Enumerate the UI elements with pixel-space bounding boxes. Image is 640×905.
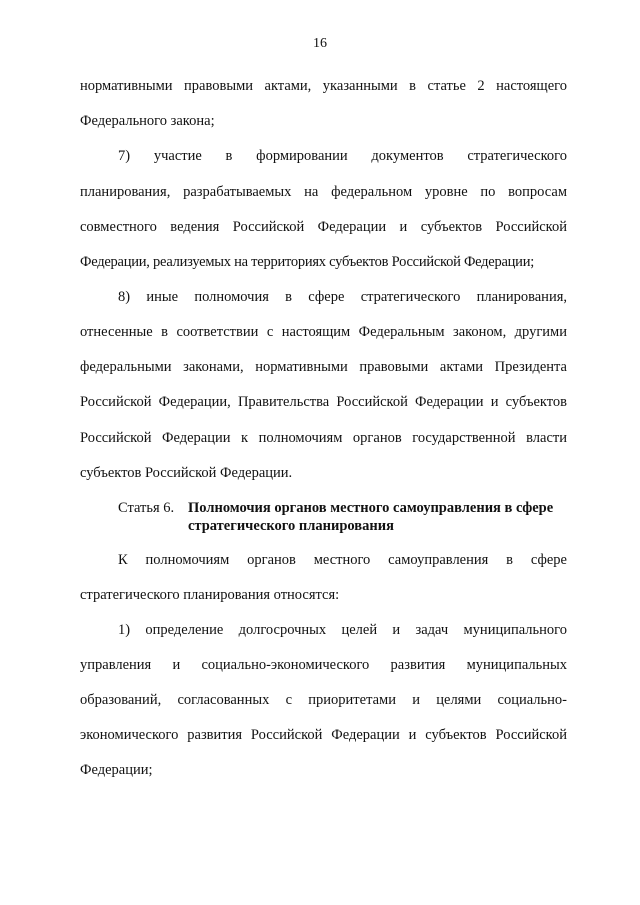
text-line: К полномочиям органов местного самоуправления в сфере bbox=[118, 552, 567, 568]
text-line: федеральными законами, нормативными правовыми актами Президента bbox=[80, 359, 567, 375]
text-line: образований, согласованных с приоритетами и целями социально- bbox=[80, 692, 567, 708]
text-line: планирования, разрабатываемых на федеральном уровне по вопросам bbox=[80, 184, 567, 200]
text-line: 1) определение долгосрочных целей и задач муниципального bbox=[118, 622, 567, 638]
text-line: Федерации; bbox=[80, 762, 153, 778]
text-line: экономического развития Российской Федерации и субъектов Российской bbox=[80, 727, 567, 743]
text-line: отнесенные в соответствии с настоящим Федеральным законом, другими bbox=[80, 324, 567, 340]
text-line: стратегического планирования относятся: bbox=[80, 587, 340, 603]
text-line: Федерального закона; bbox=[80, 113, 215, 129]
text-line: управления и социально-экономического развития муниципальных bbox=[80, 657, 567, 673]
text-line: нормативными правовыми актами, указанными в статье 2 настоящего bbox=[80, 78, 567, 94]
text-line: совместного ведения Российской Федерации и субъектов Российской bbox=[80, 219, 567, 235]
page-number: 16 bbox=[313, 36, 327, 51]
text-line: Российской Федерации, Правительства Российской Федерации и субъектов bbox=[80, 394, 567, 410]
text-line: Федерации, реализуемых на территориях субъектов Российской Федерации; bbox=[80, 254, 534, 270]
text-line: субъектов Российской Федерации. bbox=[80, 465, 293, 481]
text-line: 7) участие в формировании документов стратегического bbox=[118, 148, 567, 164]
article-title-line-1: Полномочия органов местного самоуправления в сфере bbox=[188, 500, 554, 516]
text-line: 8) иные полномочия в сфере стратегического планирования, bbox=[118, 289, 567, 305]
article-title-line-2: стратегического планирования bbox=[188, 518, 394, 534]
article-label: Статья 6. bbox=[118, 500, 175, 516]
text-line: Российской Федерации к полномочиям органов государственной власти bbox=[80, 430, 567, 446]
